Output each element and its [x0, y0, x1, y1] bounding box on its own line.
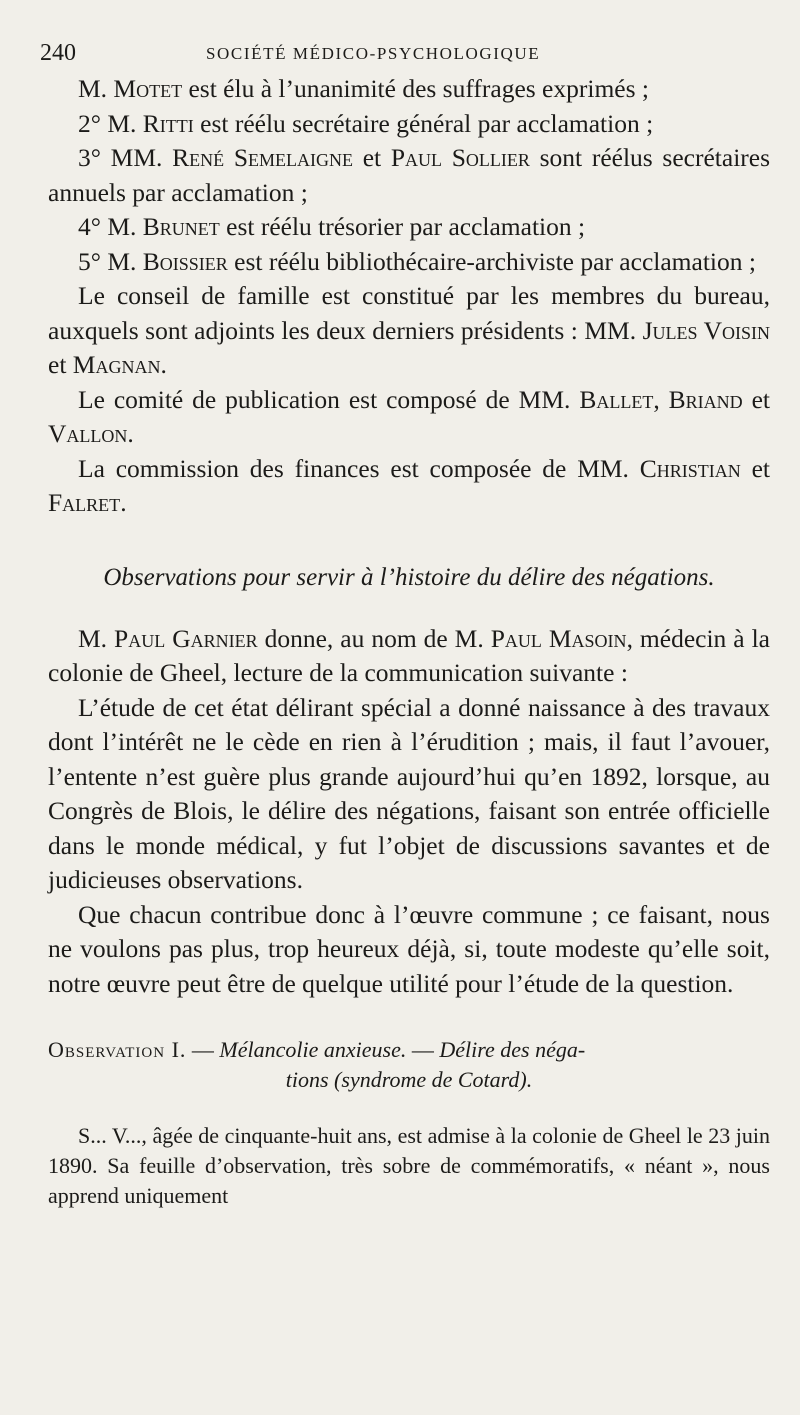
publication-name-3: Vallon — [48, 419, 128, 448]
finance-text: La commission des finances est composée de MM. — [78, 453, 640, 483]
council-text: Le conseil de famille est constitué par les membres du bureau, auxquels sont adjoints les deux derniers présidents : MM. — [48, 281, 770, 345]
intro-text: , médecin à la colonie de Gheel, lecture de la communication suivante : — [48, 623, 770, 687]
publication-and: et — [742, 384, 770, 414]
intro-middle: donne, au nom de M. — [257, 623, 491, 653]
intro-paragraph — [48, 622, 770, 691]
observation-title-end: tions (syndrome de Cotard). — [285, 1067, 533, 1092]
election-item-1-text: est élu à l’unanimité des suffrages exprimés ; — [182, 74, 649, 103]
president-name: M. Motet — [78, 74, 183, 103]
treasurer-name: Brunet — [142, 212, 220, 241]
body-paragraph-1: L’étude de cet état délirant spécial a donné naissance à des travaux dont l’intérêt ne le cède en rien à l’érudition ; mais, il faut l’avouer, l’entente n’est guère plus grande aujourd’hui qu’en 1892, lorsque, au Congrès de Blois, le délire des négations, faisant son entrée officielle dans le monde médical, y fut l’objet de discussions savantes et de judicieuses observations. — [48, 692, 770, 894]
annual-secretary-name-2: Paul Sollier — [390, 143, 530, 172]
election-item-5 — [48, 245, 770, 280]
election-item-1 — [48, 72, 770, 107]
publication-name-1: Ballet — [579, 384, 654, 414]
council-paragraph — [48, 279, 770, 383]
publication-name-2: Briand — [668, 384, 743, 414]
council-name-2: Magnan — [72, 350, 161, 379]
intro-prefix: M. — [78, 623, 115, 653]
election-item-4-text: est réélu trésorier par acclamation ; — [219, 212, 586, 241]
election-item-3-text: sont réélus secrétaires annuels par acclamation ; — [48, 143, 771, 207]
finance-name-2: Falret — [48, 488, 121, 517]
observation-diagnosis: Mélancolie anxieuse. — [219, 1037, 407, 1062]
annual-secretary-name-1: René Semelaigne — [172, 143, 353, 172]
finance-end: . — [120, 488, 127, 517]
secretary-general-name: Ritti — [142, 108, 194, 138]
observation-label: Observation I. — [48, 1037, 187, 1062]
observation-dash-1: — — [186, 1037, 220, 1062]
publication-paragraph — [48, 383, 770, 452]
election-item-4-prefix: 4° M. — [78, 212, 143, 241]
case-paragraph: S... V..., âgée de cinquante-huit ans, est admise à la colonie de Gheel le 23 juin 1890. Sa feuille d’observation, très sobre de commémoratifs, « néant », nous apprend uniquement — [48, 1123, 770, 1208]
journal-name: SOCIÉTÉ MÉDICO-PSYCHOLOGIQUE — [206, 44, 541, 63]
election-item-2-prefix: 2° M. — [78, 108, 143, 138]
page-number: 240 — [40, 40, 76, 66]
observation-heading — [48, 1035, 770, 1095]
publication-separator: , — [653, 384, 669, 414]
election-item-3 — [48, 141, 770, 210]
publication-end: . — [127, 419, 134, 448]
election-item-3-and: et — [352, 143, 391, 172]
body-paragraph-2: Que chacun contribue donc à l’œuvre commune ; ce faisant, nous ne voulons pas plus, trop heureux déjà, si, toute modeste qu’elle soit, notre œuvre peut être de quelque utilité pour l’étude de la question. — [48, 899, 770, 998]
council-end: . — [160, 350, 167, 379]
election-item-3-prefix: 3° MM. — [78, 143, 173, 172]
council-and: et — [48, 350, 73, 379]
publication-text: Le comité de publication est composé de MM. — [78, 384, 580, 414]
observation-title-start: Délire des néga- — [439, 1037, 586, 1062]
running-head — [40, 32, 770, 72]
election-item-4 — [48, 210, 770, 245]
election-item-2 — [48, 107, 770, 142]
speaker-name: Paul Garnier — [114, 623, 258, 653]
election-item-2-text: est réélu secrétaire général par acclamation ; — [193, 108, 654, 138]
council-name-1: Jules Voisin — [642, 315, 770, 345]
librarian-name: Boissier — [142, 246, 228, 276]
finance-paragraph — [48, 452, 770, 521]
finance-name-1: Christian — [639, 453, 741, 483]
finance-and: et — [740, 453, 770, 483]
section-title: Observations pour servir à l’histoire du délire des négations. — [103, 563, 715, 591]
election-item-5-prefix: 5° M. — [78, 246, 143, 276]
author-name: Paul Masoin — [490, 623, 627, 653]
observation-dash-2: — — [406, 1037, 440, 1062]
election-item-5-text: est réélu bibliothécaire-archiviste par acclamation ; — [227, 246, 756, 276]
